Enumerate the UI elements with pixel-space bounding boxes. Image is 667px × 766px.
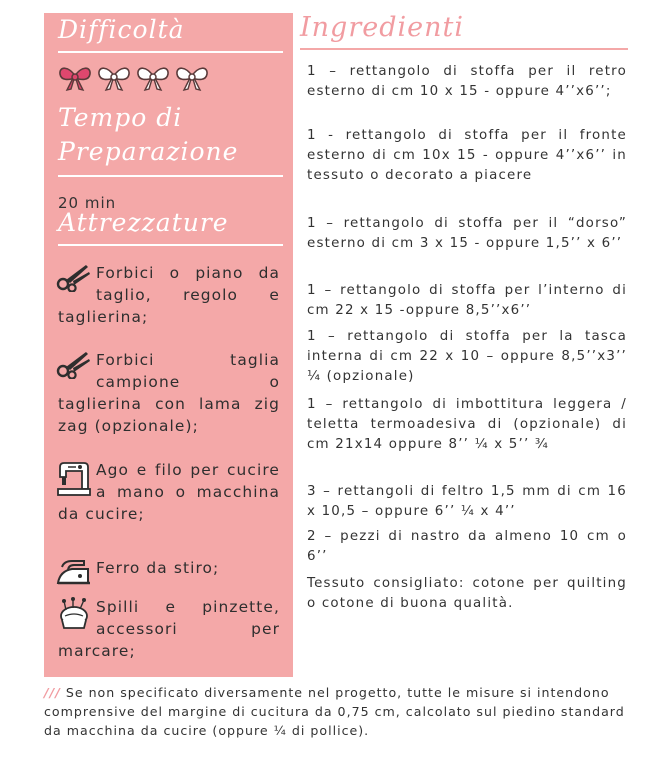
left-panel xyxy=(44,13,293,677)
ingredient-item: Tessuto consigliato: cotone per quilting o cotone di buona qualità. xyxy=(307,576,627,611)
ingredient-item: 3 – rettangoli di feltro 1,5 mm di cm 16 x 10,5 – oppure 6’’ ¼ x 4’’ xyxy=(307,484,627,519)
difficulty-title: Difficoltà xyxy=(58,15,185,44)
ingredient-item: 1 – rettangolo di stoffa per il “dorso” esterno di cm 3 x 15 - oppure 1,5’’ x 6’’ xyxy=(307,216,627,251)
tool-item xyxy=(58,262,280,328)
sewing-machine-icon xyxy=(56,459,92,503)
ingredient-item: 2 – pezzi di nastro da almeno 10 cm o 6’’ xyxy=(307,529,627,564)
ingredients-title: Ingredienti xyxy=(300,12,464,43)
tool-text: Forbici o piano da taglio, regolo e taglierina; xyxy=(58,264,280,326)
bow-icon xyxy=(174,64,210,92)
scissors-icon xyxy=(56,262,92,292)
tool-item xyxy=(58,459,280,525)
ingredient-item: 1 – rettangolo di stoffa per il retro esterno di cm 10 x 15 - oppure 4’’x6’’; xyxy=(307,64,627,99)
prep-time-title-line1: Tempo di xyxy=(58,103,183,132)
divider xyxy=(300,48,628,50)
tool-item xyxy=(58,349,280,437)
tool-item xyxy=(58,557,280,587)
bow-icon xyxy=(57,64,93,92)
ingredient-item: 1 - rettangolo di stoffa per il fronte esterno di cm 10x 15 - oppure 4’’x6’’ in tessuto o decorato a piacere xyxy=(307,128,627,183)
prep-time-value: 20 min xyxy=(58,194,117,212)
difficulty-rating xyxy=(57,64,210,92)
tool-item xyxy=(58,596,280,662)
note-marker: /// xyxy=(44,685,61,700)
prep-time-title xyxy=(58,101,238,169)
ingredient-item: 1 – rettangolo di imbottitura leggera / teletta termoadesiva di (opzionale) di cm 21x14 oppure 8’’ ¼ x 5’’ ¾ xyxy=(307,397,627,452)
footnote xyxy=(44,683,634,740)
scissors-icon xyxy=(56,349,92,379)
tool-text: Ferro da stiro; xyxy=(96,559,220,577)
ingredient-item: 1 – rettangolo di stoffa per la tasca interna di cm 22 x 10 – oppure 8,5’’x3’’ ¼ (opzionale) xyxy=(307,329,627,384)
ingredient-item: 1 – rettangolo di stoffa per l’interno di cm 22 x 15 -oppure 8,5’’x6’’ xyxy=(307,283,627,318)
tool-text: Forbici taglia campione o taglierina con lama zig zag (opzionale); xyxy=(58,351,280,435)
prep-time-title-line2: Preparazione xyxy=(58,137,239,166)
bow-icon xyxy=(135,64,171,92)
bow-icon xyxy=(96,64,132,92)
divider xyxy=(58,244,283,246)
divider xyxy=(58,175,283,177)
divider xyxy=(58,51,283,53)
tool-text: Ago e filo per cucire a mano o macchina da cucire; xyxy=(58,461,280,523)
tool-text: Spilli e pinzette, accessori per marcare; xyxy=(58,598,280,660)
note-text: Se non specificato diversamente nel progetto, tutte le misure si intendono comprensive del margine di cucitura da 0,75 cm, calcolato sul piedino standard da macchina da cucire (oppure ¼ di pollice). xyxy=(44,685,625,738)
tools-title: Attrezzature xyxy=(58,208,229,237)
pincushion-icon xyxy=(56,596,92,634)
iron-icon xyxy=(56,557,92,587)
